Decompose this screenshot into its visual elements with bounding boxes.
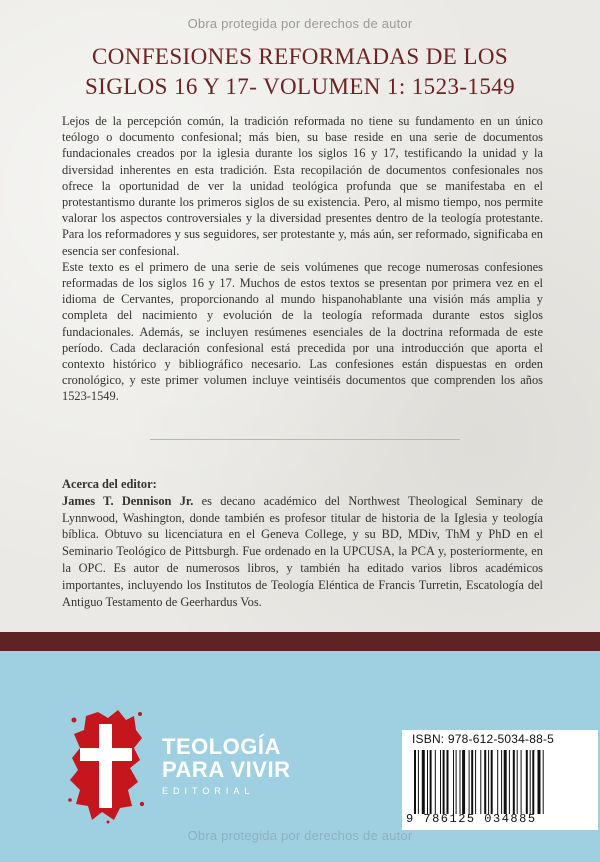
- barcode-bar: [526, 750, 528, 814]
- about-editor-heading: Acerca del editor:: [62, 477, 157, 491]
- barcode-bar: [427, 750, 428, 814]
- barcode-bar: [462, 750, 465, 814]
- barcode-bar: [491, 750, 493, 814]
- copyright-watermark-top: Obra protegida por derechos de autor: [187, 16, 413, 31]
- barcode-bar: [453, 750, 454, 814]
- book-title: [30, 42, 570, 102]
- barcode-bar: [430, 750, 432, 814]
- barcode-bar: [418, 750, 419, 814]
- barcode-bar: [443, 750, 445, 814]
- barcode-bar: [435, 750, 436, 814]
- book-title-line-2: SIGLOS 16 Y 17- VOLUMEN 1: 1523-1549: [84, 74, 516, 99]
- barcode-bar: [475, 750, 476, 814]
- publisher-name-line-3: EDITORIAL: [162, 786, 255, 796]
- maroon-band: [0, 632, 600, 651]
- book-description: [62, 113, 543, 405]
- description-paragraph-1: Lejos de la percepción común, la tradición reformada no tiene su fundamento en un único teólogo o documento confesional; más bien, su base reside en una serie de documentos fundacionales creados por la iglesia durante los siglos 16 y 17, testificando la unidad y la diversidad inherentes en esta tradición. Esta recopilación de documentos confesionales nos ofrece la oportunidad de ver la unidad teológica profunda que se manifestaba en el protestantismo durante los primeros siglos de su existencia. Pero, al mismo tiempo, nos permite valorar los aspectos controversiales y la diversidad presentes dentro de la teología protestante. Para los reformadores y sus seguidores, ser protestante y, más aún, ser reformado, significaba en esencia ser confesional.: [62, 114, 543, 258]
- barcode-bar: [456, 750, 457, 814]
- barcode-bar: [532, 750, 534, 814]
- isbn-barcode: [402, 730, 598, 830]
- isbn-label: ISBN: 978-612-5034-88-5: [412, 732, 555, 746]
- barcode-bar: [530, 750, 531, 814]
- barcode-bar: [488, 750, 489, 814]
- section-divider: [150, 439, 460, 440]
- publisher-name-line-2: PARA VIVIR: [162, 757, 291, 782]
- barcode-bar: [504, 750, 507, 814]
- barcode-bar: [469, 750, 470, 814]
- barcode-bar: [517, 750, 518, 814]
- barcode-bar: [414, 750, 416, 814]
- barcode-bar: [521, 750, 522, 814]
- barcode-bar: [538, 750, 541, 814]
- barcode-bar: [447, 750, 449, 814]
- publisher-name-line-1: TEOLOGÍA: [162, 734, 281, 759]
- about-editor-section: [62, 476, 543, 610]
- barcode-bar: [480, 750, 481, 814]
- barcode-bar: [497, 750, 498, 814]
- copyright-watermark-bottom: Obra protegida por derechos de autor: [187, 828, 413, 843]
- barcode-bar: [513, 750, 515, 814]
- editor-name: James T. Dennison Jr.: [62, 493, 194, 508]
- barcode-bar: [440, 750, 441, 814]
- barcode-bars: [414, 750, 590, 814]
- barcode-bar: [501, 750, 502, 814]
- barcode-bar: [509, 750, 510, 814]
- book-title-line-1: CONFESIONES REFORMADAS DE LOS: [91, 44, 509, 69]
- editor-bio: es decano académico del Northwest Theological Seminary de Lynnwood, Washington, donde también es profesor titular de historia de la Iglesia y teología bíblica. Obtuvo su licenciatura en el Geneva College, y su BD, MDiv, ThM y PhD en el Seminario Teológico de Pittsburgh. Fue ordenado en la UPCUSA, la PCA y, posteriormente, en la OPC. Es autor de numerosos libros, y también ha editado varios libros académicos importantes, incluyendo los Institutos de Teología Eléntica de Francis Turretin, Escatología del Antiguo Testamento de Geerhardus Vos.: [62, 493, 543, 609]
- barcode-bar: [422, 750, 425, 814]
- barcode-bar: [543, 750, 544, 814]
- publisher-logo-text: [162, 736, 290, 796]
- about-editor-bio-block: [62, 493, 543, 611]
- barcode-bar: [484, 750, 486, 814]
- splattered-red-cross-icon: [68, 708, 144, 824]
- description-paragraph-2: Este texto es el primero de una serie de seis volúmenes que recoge numerosas confesiones reformadas de los siglos 16 y 17. Muchos de estos textos se presentan por primera vez en el idioma de Cervantes, proporcionando al mundo hispanohablante una visión más amplia y completa del nacimiento y evolución de la teología reformada durante estos siglos fundacionales. Además, se incluyen resúmenes esenciales de la doctrina reformada de este período. Cada declaración confesional está precedida por una introducción que aporta el contexto histórico y bibliográfico necesario. Las confesiones están dispuestas en orden cronológico, y este primer volumen incluye veintiséis documentos que comprenden los años 1523-1549.: [62, 259, 543, 404]
- barcode-bar: [471, 750, 473, 814]
- barcode-number: 9 786125 034885: [406, 812, 537, 826]
- barcode-bar: [460, 750, 461, 814]
